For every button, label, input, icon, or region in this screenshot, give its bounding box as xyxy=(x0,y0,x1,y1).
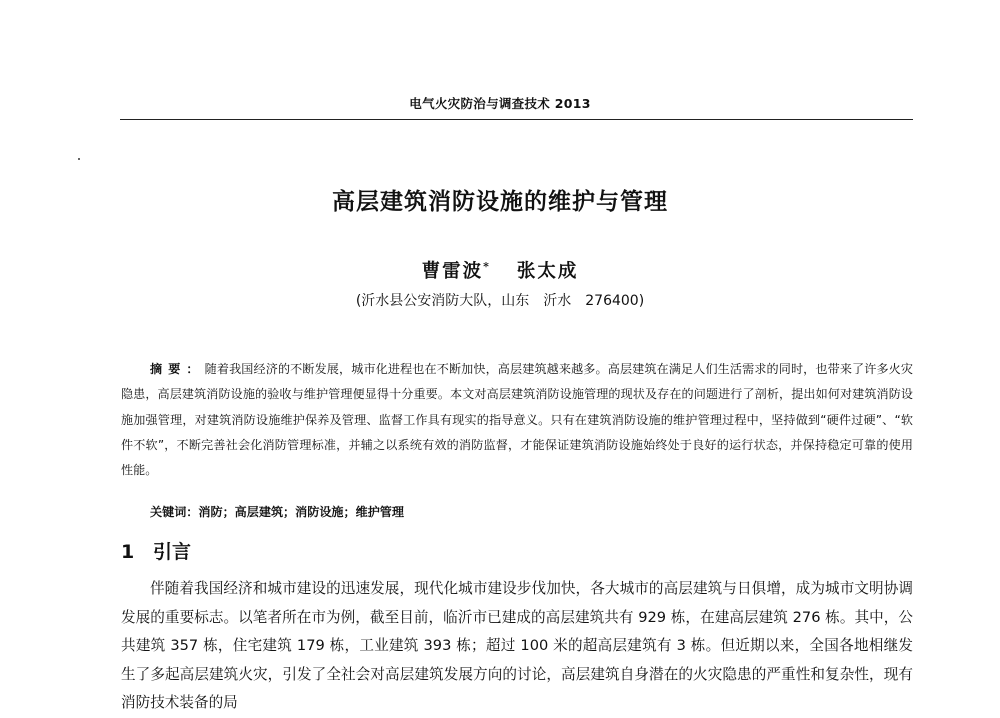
abstract-label: 摘要： xyxy=(150,362,205,376)
scan-speck xyxy=(78,158,80,160)
keywords-line xyxy=(150,501,910,523)
author-line xyxy=(0,257,1000,283)
running-header: 电气火灾防治与调查技术 2013 xyxy=(409,96,591,111)
abstract-paragraph xyxy=(121,357,913,483)
author-mark: * xyxy=(483,259,489,273)
section-heading xyxy=(121,537,191,564)
paper-title: 高层建筑消防设施的维护与管理 xyxy=(332,189,668,215)
author-name: 曹雷波 xyxy=(421,261,484,282)
abstract-text: 随着我国经济的不断发展，城市化进程也在不断加快，高层建筑越来越多。高层建筑在满足人们生活需求的同时，也带来了许多火灾隐患，高层建筑消防设施的验收与维护管理便显得十分重要。本文对高层建筑消防设施管理的现状及存在的问题进行了剖析，提出如何对建筑消防设施加强管理，对建筑消防设施维护保养及管理、监督工作具有现实的指导意义。只有在建筑消防设施的维护管理过程中，坚持做到“硬件过硬”、“软件不软”，不断完善社会化消防管理标准，并辅之以系统有效的消防监督，才能保证建筑消防设施始终处于良好的运行状态，并保持稳定可靠的使用性能。 xyxy=(121,362,913,478)
keywords-label: 关键词： xyxy=(150,505,199,519)
author-name: 张太成 xyxy=(516,261,579,282)
keywords-text: 消防；高层建筑；消防设施；维护管理 xyxy=(198,505,404,519)
header-rule xyxy=(120,119,913,120)
section-title: 引言 xyxy=(153,541,192,563)
body-paragraph: 伴随着我国经济和城市建设的迅速发展，现代化城市建设步伐加快，各大城市的高层建筑与日俱增，成为城市文明协调发展的重要标志。以笔者所在市为例，截至目前，临沂市已建成的高层建筑共有 929 栋，在建高层建筑 276 栋。其中，公共建筑 357 栋，住宅建筑 179 栋，工业建筑 393 栋；超过 100 米的超高层建筑有 3 栋。但近期以来，全国各地相继发生了多起高层建筑火灾，引发了全社会对高层建筑发展方向的讨论，高层建筑自身潜在的火灾隐患的严重性和复杂性，现有消防技术装备的局 xyxy=(121,580,913,711)
author-affiliation: (沂水县公安消防大队，山东 沂水 276400) xyxy=(355,293,645,309)
section-number: 1 xyxy=(121,541,135,563)
